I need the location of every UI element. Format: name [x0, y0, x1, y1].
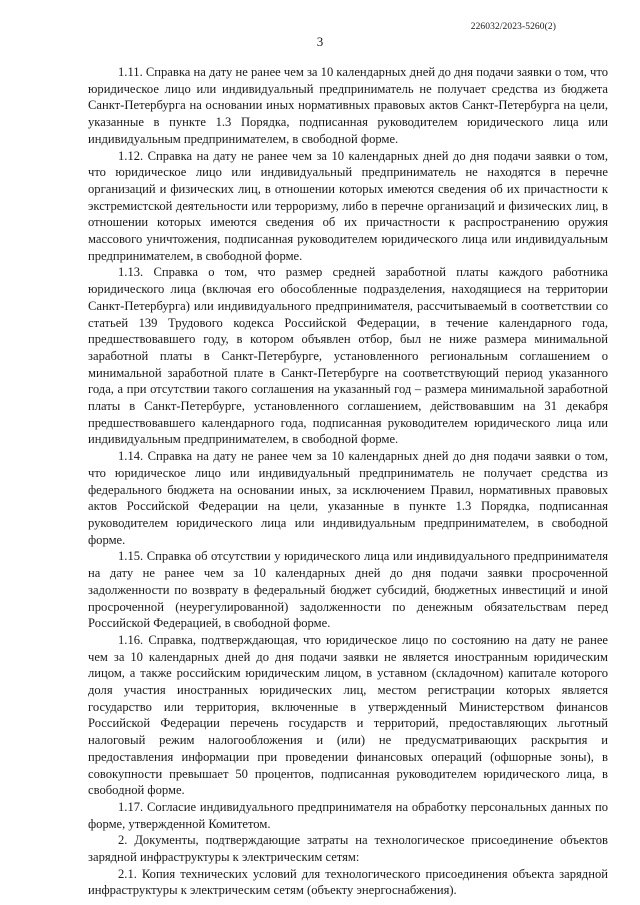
paragraph-1-17: 1.17. Согласие индивидуального предпринимателя на обработку персональных данных по форме, утвержденной Комитетом.	[88, 799, 608, 831]
paragraph-1-13: 1.13. Справка о том, что размер средней заработной платы каждого работника юридического лица (включая его обособленные подразделения, находящиеся на территории Санкт-Петербурга) или индивидуального предпринимателя, рассчитываемый в соответствии со статьей 139 Трудового кодекса Российской Федерации, в течение календарного года, предшествовавшего году, в котором объявлен отбор, был не ниже размера минимальной заработной платы в Санкт-Петербурге, установленного региональным соглашением о минимальной заработной плате в Санкт-Петербурге на соответствующий период указанного года, а при отсутствии такого соглашения на указанный год – размера минимальной заработной платы в Санкт-Петербурге, установленного соглашением, действовавшим на 31 декабря предшествовавшего календарного года, подписанная руководителем юридического лица или индивидуальным предпринимателем, в свободной форме.	[88, 265, 608, 447]
document-number: 226032/2023-5260(2)	[470, 22, 556, 32]
document-body	[88, 64, 608, 899]
paragraph-2-1: 2.1. Копия технических условий для технологического присоединения объекта зарядной инфраструктуры к электрическим сетям (объекту энергоснабжения).	[88, 866, 608, 898]
paragraph-1-12: 1.12. Справка на дату не ранее чем за 10 календарных дней до дня подачи заявки о том, что юридическое лицо или индивидуальный предприниматель не находятся в перечне организаций и физических лиц, в отношении которых имеются сведения об их причастности к экстремистской деятельности или терроризму, либо в перечне организаций и физических лиц, в отношении которых имеются сведения об их причастности к распространению оружия массового уничтожения, подписанная руководителем юридического лица или индивидуальным предпринимателем, в свободной форме.	[88, 148, 608, 263]
paragraph-1-15: 1.15. Справка об отсутствии у юридического лица или индивидуального предпринимателя на дату не ранее чем за 10 календарных дней до дня подачи заявки просроченной задолженности по возврату в федеральный бюджет субсидий, бюджетных инвестиций и иной просроченной (неурегулированной) задолженности по денежным обязательствам перед Российской Федерацией, в свободной форме.	[88, 549, 608, 631]
paragraph-1-16: 1.16. Справка, подтверждающая, что юридическое лицо по состоянию на дату не ранее чем за 10 календарных дней до дня подачи заявки не является иностранным юридическим лицом, а также российским юридическим лицом, в уставном (складочном) капитале которого доля участия иностранных юридических лиц, местом регистрации которых является государство или территория, включенные в утвержденный Министерством финансов Российской Федерации перечень государств и территорий, предоставляющих льготный налоговый режим налогообложения и (или) не предусматривающих раскрытия и предоставления информации при проведении финансовых операций (офшорные зоны), в совокупности превышает 50 процентов, подписанная руководителем юридического лица, в свободной форме.	[88, 632, 608, 798]
paragraph-1-11: 1.11. Справка на дату не ранее чем за 10 календарных дней до дня подачи заявки о том, что юридическое лицо или индивидуальный предприниматель не получает средства из бюджета Санкт-Петербурга на основании иных нормативных правовых актов Санкт-Петербурга на цели, указанные в пункте 1.3 Порядка, подписанная руководителем юридического лица или индивидуальным предпринимателем, в свободной форме.	[88, 65, 608, 146]
paragraph-2: 2. Документы, подтверждающие затраты на технологическое присоединение объектов зарядной инфраструктуры к электрическим сетям:	[88, 833, 608, 865]
paragraph-1-14: 1.14. Справка на дату не ранее чем за 10 календарных дней до дня подачи заявки о том, что юридическое лицо или индивидуальный предприниматель не получает средства из федерального бюджета на основании иных, за исключением Правил, нормативных правовых актов Российской Федерации на цели, указанные в пункте 1.3 Порядка, подписанная руководителем юридического лица или индивидуальным предпринимателем, в свободной форме.	[88, 449, 608, 547]
page-number: 3	[316, 34, 324, 49]
